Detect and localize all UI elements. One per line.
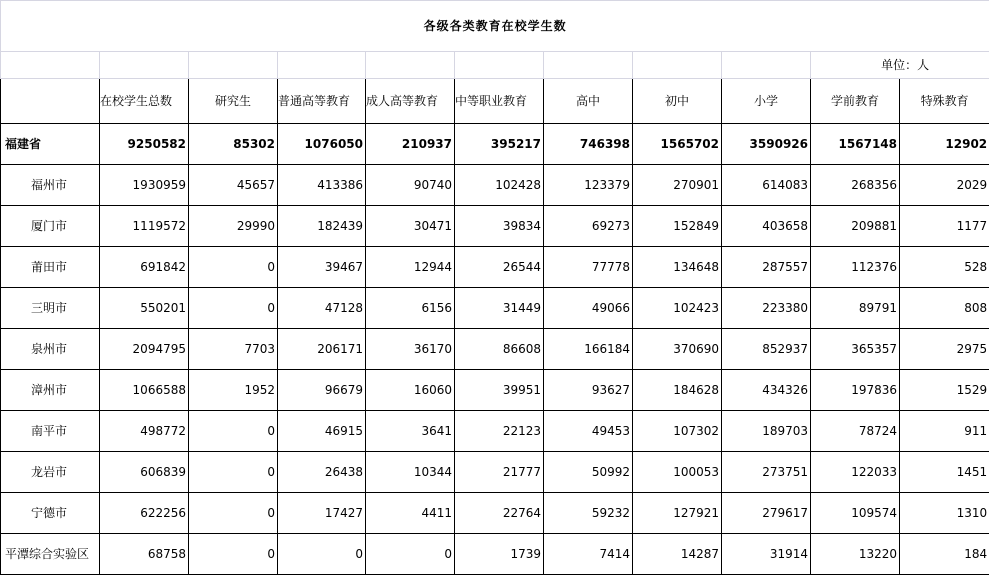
value-cell: 26438 <box>278 452 366 493</box>
value-cell: 152849 <box>633 206 722 247</box>
column-header: 普通高等教育 <box>278 79 366 124</box>
value-cell: 209881 <box>811 206 900 247</box>
region-cell: 三明市 <box>1 288 100 329</box>
region-cell: 平潭综合实验区 <box>1 534 100 575</box>
column-header: 中等职业教育 <box>455 79 544 124</box>
value-cell: 808 <box>900 288 989 329</box>
region-cell: 厦门市 <box>1 206 100 247</box>
value-cell: 1076050 <box>278 124 366 165</box>
value-cell: 2029 <box>900 165 989 206</box>
value-cell: 270901 <box>633 165 722 206</box>
value-cell: 9250582 <box>100 124 189 165</box>
value-cell: 69273 <box>544 206 633 247</box>
value-cell: 109574 <box>811 493 900 534</box>
table-row <box>1 452 989 493</box>
value-cell: 279617 <box>722 493 811 534</box>
value-cell: 112376 <box>811 247 900 288</box>
value-cell: 49066 <box>544 288 633 329</box>
region-cell: 漳州市 <box>1 370 100 411</box>
empty-cell <box>1 52 100 79</box>
value-cell: 403658 <box>722 206 811 247</box>
value-cell: 210937 <box>366 124 455 165</box>
value-cell: 78724 <box>811 411 900 452</box>
table-row <box>1 206 989 247</box>
empty-cell <box>722 52 811 79</box>
value-cell: 47128 <box>278 288 366 329</box>
column-header: 成人高等教育 <box>366 79 455 124</box>
value-cell: 206171 <box>278 329 366 370</box>
value-cell: 691842 <box>100 247 189 288</box>
value-cell: 6156 <box>366 288 455 329</box>
column-header: 高中 <box>544 79 633 124</box>
value-cell: 184 <box>900 534 989 575</box>
table-row <box>1 411 989 452</box>
table-row <box>1 493 989 534</box>
value-cell: 614083 <box>722 165 811 206</box>
column-header: 特殊教育 <box>900 79 989 124</box>
value-cell: 16060 <box>366 370 455 411</box>
value-cell: 550201 <box>100 288 189 329</box>
value-cell: 45657 <box>189 165 278 206</box>
value-cell: 0 <box>189 411 278 452</box>
value-cell: 36170 <box>366 329 455 370</box>
value-cell: 528 <box>900 247 989 288</box>
unit-label: 单位：人 <box>811 52 989 79</box>
column-header: 学前教育 <box>811 79 900 124</box>
column-header: 初中 <box>633 79 722 124</box>
value-cell: 1529 <box>900 370 989 411</box>
region-cell: 宁德市 <box>1 493 100 534</box>
value-cell: 273751 <box>722 452 811 493</box>
empty-cell <box>544 52 633 79</box>
value-cell: 1066588 <box>100 370 189 411</box>
value-cell: 123379 <box>544 165 633 206</box>
value-cell: 22764 <box>455 493 544 534</box>
value-cell: 395217 <box>455 124 544 165</box>
region-cell: 福建省 <box>1 124 100 165</box>
value-cell: 93627 <box>544 370 633 411</box>
value-cell: 21777 <box>455 452 544 493</box>
column-header <box>1 79 100 124</box>
table-row <box>1 329 989 370</box>
value-cell: 39467 <box>278 247 366 288</box>
value-cell: 39951 <box>455 370 544 411</box>
table-row <box>1 288 989 329</box>
value-cell: 39834 <box>455 206 544 247</box>
value-cell: 852937 <box>722 329 811 370</box>
value-cell: 370690 <box>633 329 722 370</box>
value-cell: 1930959 <box>100 165 189 206</box>
table-row <box>1 165 989 206</box>
value-cell: 13220 <box>811 534 900 575</box>
region-cell: 龙岩市 <box>1 452 100 493</box>
value-cell: 223380 <box>722 288 811 329</box>
value-cell: 49453 <box>544 411 633 452</box>
empty-cell <box>633 52 722 79</box>
value-cell: 0 <box>189 247 278 288</box>
value-cell: 30471 <box>366 206 455 247</box>
value-cell: 606839 <box>100 452 189 493</box>
value-cell: 1739 <box>455 534 544 575</box>
value-cell: 1451 <box>900 452 989 493</box>
value-cell: 77778 <box>544 247 633 288</box>
value-cell: 622256 <box>100 493 189 534</box>
value-cell: 1952 <box>189 370 278 411</box>
value-cell: 365357 <box>811 329 900 370</box>
value-cell: 1119572 <box>100 206 189 247</box>
value-cell: 498772 <box>100 411 189 452</box>
empty-cell <box>189 52 278 79</box>
value-cell: 102423 <box>633 288 722 329</box>
value-cell: 2094795 <box>100 329 189 370</box>
value-cell: 26544 <box>455 247 544 288</box>
value-cell: 96679 <box>278 370 366 411</box>
value-cell: 59232 <box>544 493 633 534</box>
value-cell: 127921 <box>633 493 722 534</box>
value-cell: 911 <box>900 411 989 452</box>
value-cell: 10344 <box>366 452 455 493</box>
value-cell: 3590926 <box>722 124 811 165</box>
value-cell: 166184 <box>544 329 633 370</box>
column-header: 研究生 <box>189 79 278 124</box>
value-cell: 189703 <box>722 411 811 452</box>
value-cell: 746398 <box>544 124 633 165</box>
value-cell: 4411 <box>366 493 455 534</box>
table-row <box>1 247 989 288</box>
value-cell: 2975 <box>900 329 989 370</box>
region-cell: 福州市 <box>1 165 100 206</box>
value-cell: 31449 <box>455 288 544 329</box>
region-cell: 南平市 <box>1 411 100 452</box>
value-cell: 434326 <box>722 370 811 411</box>
value-cell: 122033 <box>811 452 900 493</box>
value-cell: 268356 <box>811 165 900 206</box>
value-cell: 89791 <box>811 288 900 329</box>
value-cell: 134648 <box>633 247 722 288</box>
value-cell: 7703 <box>189 329 278 370</box>
value-cell: 1567148 <box>811 124 900 165</box>
value-cell: 0 <box>189 288 278 329</box>
value-cell: 0 <box>189 452 278 493</box>
value-cell: 68758 <box>100 534 189 575</box>
value-cell: 100053 <box>633 452 722 493</box>
table-row <box>1 124 989 165</box>
empty-cell <box>366 52 455 79</box>
value-cell: 287557 <box>722 247 811 288</box>
value-cell: 31914 <box>722 534 811 575</box>
value-cell: 14287 <box>633 534 722 575</box>
value-cell: 29990 <box>189 206 278 247</box>
value-cell: 50992 <box>544 452 633 493</box>
value-cell: 85302 <box>189 124 278 165</box>
value-cell: 46915 <box>278 411 366 452</box>
table-row <box>1 370 989 411</box>
value-cell: 184628 <box>633 370 722 411</box>
empty-cell <box>100 52 189 79</box>
value-cell: 90740 <box>366 165 455 206</box>
value-cell: 1177 <box>900 206 989 247</box>
value-cell: 3641 <box>366 411 455 452</box>
value-cell: 17427 <box>278 493 366 534</box>
value-cell: 107302 <box>633 411 722 452</box>
value-cell: 22123 <box>455 411 544 452</box>
value-cell: 0 <box>366 534 455 575</box>
value-cell: 0 <box>189 493 278 534</box>
table-title: 各级各类教育在校学生数 <box>1 1 989 52</box>
value-cell: 0 <box>278 534 366 575</box>
value-cell: 86608 <box>455 329 544 370</box>
value-cell: 0 <box>189 534 278 575</box>
value-cell: 7414 <box>544 534 633 575</box>
empty-cell <box>455 52 544 79</box>
region-cell: 莆田市 <box>1 247 100 288</box>
value-cell: 1565702 <box>633 124 722 165</box>
region-cell: 泉州市 <box>1 329 100 370</box>
value-cell: 182439 <box>278 206 366 247</box>
table-row <box>1 534 989 575</box>
value-cell: 102428 <box>455 165 544 206</box>
column-header: 在校学生总数 <box>100 79 189 124</box>
value-cell: 1310 <box>900 493 989 534</box>
value-cell: 413386 <box>278 165 366 206</box>
value-cell: 197836 <box>811 370 900 411</box>
empty-cell <box>278 52 366 79</box>
value-cell: 12902 <box>900 124 989 165</box>
column-header: 小学 <box>722 79 811 124</box>
value-cell: 12944 <box>366 247 455 288</box>
